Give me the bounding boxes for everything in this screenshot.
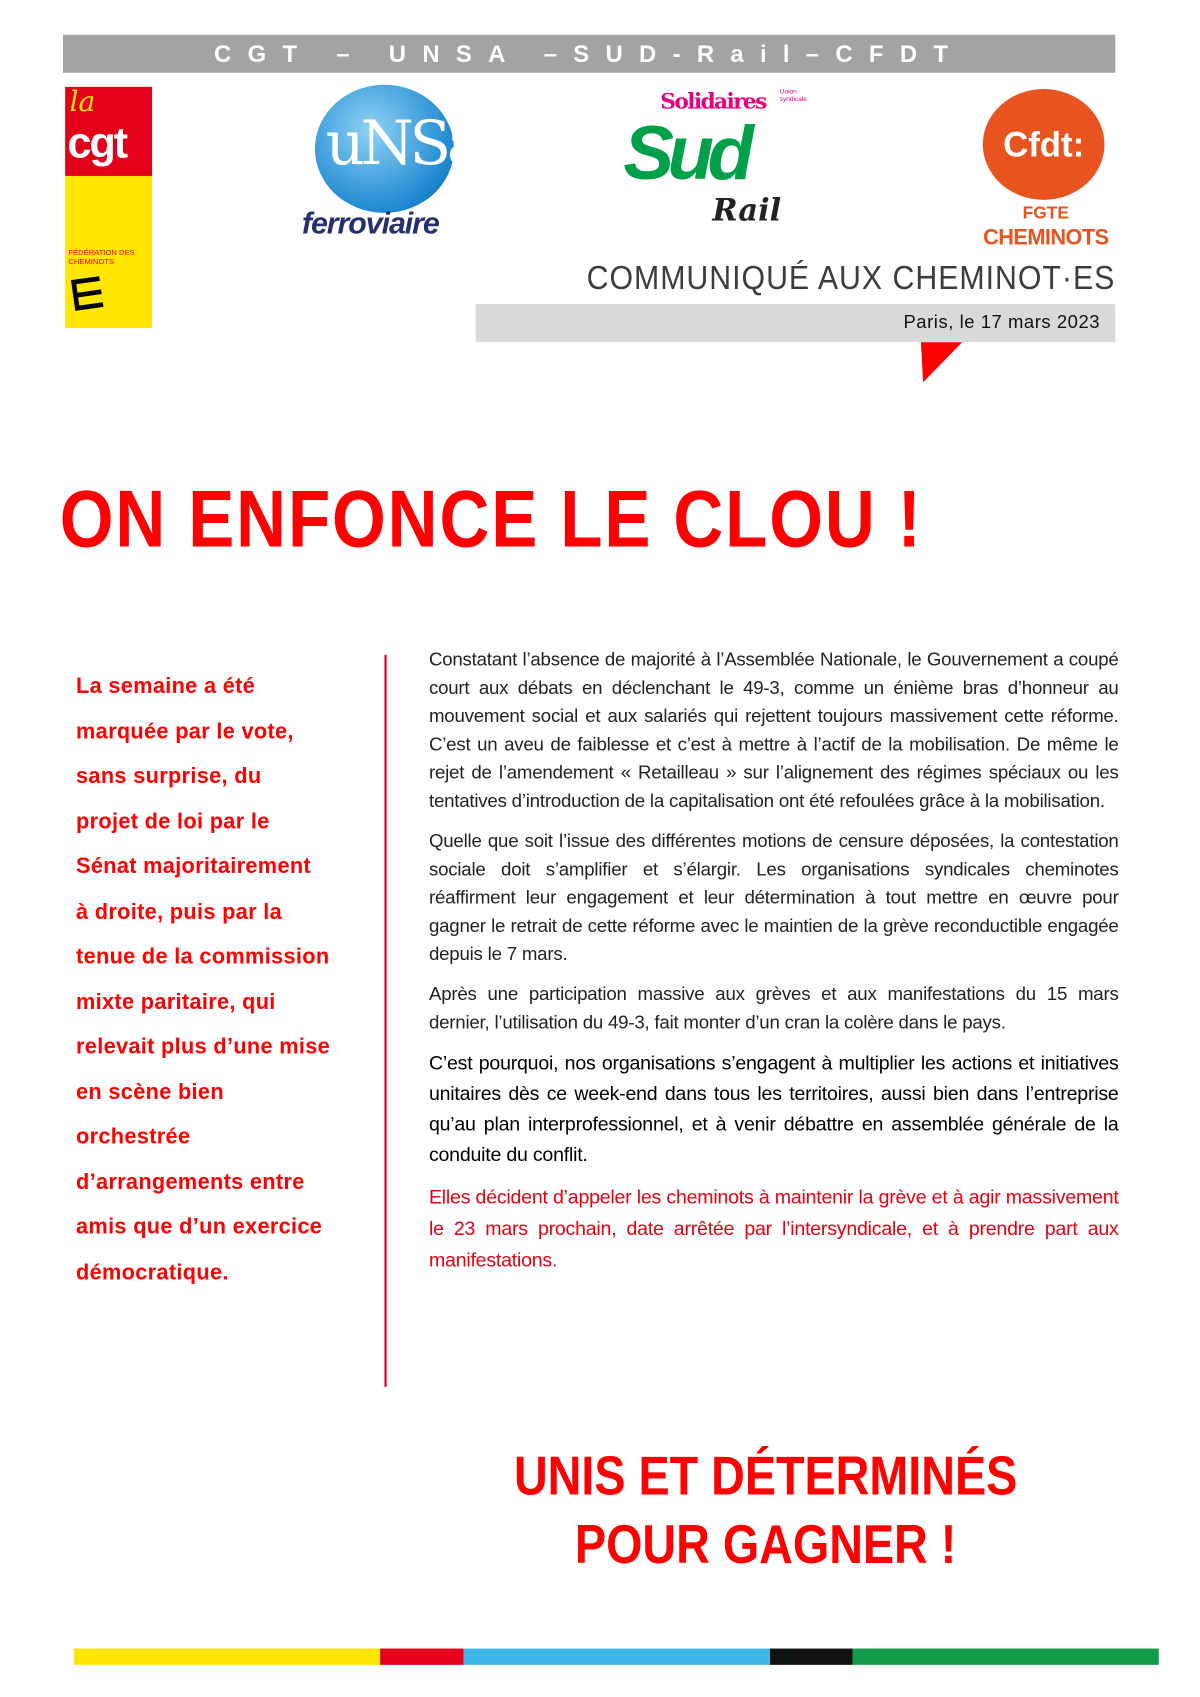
sidebar-line: d’arrangements entre bbox=[76, 1170, 305, 1195]
color-stripe bbox=[74, 1649, 1159, 1665]
cfdt-logo bbox=[972, 89, 1120, 254]
stripe-red bbox=[380, 1649, 464, 1665]
cfdt-logo-name: Cfdt: bbox=[983, 89, 1105, 200]
date: Paris, le 17 mars 2023 bbox=[903, 311, 1101, 333]
unsa-logo-name: uNSa bbox=[325, 108, 479, 180]
paragraph: C’est pourquoi, nos organisations s’engagent à multiplier les actions et initiatives unitaires dès ce week-end dans tous les territoires, aussi bien dans l’entreprise qu’au plan interprofessionnel, et à venir débattre en assemblée générale de la conduite du conflit. bbox=[428, 1052, 1119, 1166]
cgt-logo-la: la bbox=[69, 85, 96, 119]
cgt-emblem-icon: ⋿ bbox=[66, 270, 109, 321]
red-triangle-decoration bbox=[921, 342, 964, 383]
date-bar bbox=[476, 304, 1116, 342]
sud-logo-rail: Rail bbox=[712, 192, 782, 229]
unsa-ferroviaire-logo bbox=[301, 85, 479, 248]
sidebar-line: démocratique. bbox=[76, 1260, 229, 1285]
headline: ON ENFONCE LE CLOU ! bbox=[59, 473, 923, 564]
slogan-line: POUR GAGNER ! bbox=[574, 1513, 957, 1575]
sidebar-line: mixte paritaire, qui bbox=[76, 989, 276, 1014]
sidebar-line: sans surprise, du bbox=[76, 764, 262, 789]
unions-bar: CGT – UNSA –SUD-Rail–CFDT bbox=[63, 35, 1115, 73]
document-type-title: COMMUNIQUÉ AUX CHEMINOT·ES bbox=[586, 258, 1116, 297]
sidebar-line: relevait plus d’une mise bbox=[76, 1034, 331, 1059]
cgt-logo-federation: FÉDÉRATION DES CHEMINOTS bbox=[68, 249, 135, 267]
sidebar-line: amis que d’un exercice bbox=[76, 1215, 323, 1240]
slogan bbox=[462, 1442, 1069, 1579]
paragraph: Constatant l’absence de majorité à l’Assemblée Nationale, le Gouvernement a coupé court aux débats en déclenchant le 49-3, comme un énième bras d’honneur au mouvement social et aux salariés qui rejettent toujours massivement cette réforme. C’est un aveu de faiblesse et c’est à mettre à l’actif de la mobilisation. De même le rejet de l’amendement « Retailleau » sur l’alignement des régimes spéciaux ou les tentatives d’introduction de la capitalisation ont été refoulées grâce à la mobilisation. bbox=[428, 648, 1119, 812]
paragraph: Quelle que soit l’issue des différentes motions de censure déposées, la contestation sociale doit s’amplifier et s’élargir. Les organisations syndicales cheminotes réaffirment leur engagement et leur détermination à tout mettre en œuvre pour gagner le retrait de cette réforme avec le maintien de la grève reconductible engagée depuis le 7 mars. bbox=[428, 829, 1119, 965]
cfdt-logo-cheminots: CHEMINOTS bbox=[983, 225, 1109, 250]
unsa-logo-sub: ferroviaire bbox=[301, 206, 439, 241]
call-to-action-paragraph: Elles décident d’appeler les cheminots à maintenir la grève et à agir massivement le 23 mars prochain, date arrêtée par l’intersyndicale, et à prendre part aux manifestations. bbox=[428, 1185, 1119, 1271]
sidebar-line: Sénat majoritairement bbox=[76, 854, 312, 879]
sidebar-line: tenue de la commission bbox=[76, 944, 330, 969]
sidebar-line: orchestrée bbox=[76, 1125, 191, 1149]
sidebar-line: à droite, puis par la bbox=[76, 899, 283, 924]
column-divider bbox=[384, 655, 386, 1387]
stripe-blue bbox=[464, 1649, 770, 1665]
sud-logo-name: Sud bbox=[623, 110, 748, 196]
cgt-logo bbox=[65, 87, 152, 328]
slogan-line: UNIS ET DÉTERMINÉS bbox=[513, 1445, 1018, 1507]
body-text bbox=[429, 645, 1119, 1288]
stripe-yellow bbox=[74, 1649, 380, 1665]
cgt-logo-red-block bbox=[65, 87, 152, 176]
cfdt-logo-fgte: FGTE bbox=[1022, 204, 1069, 223]
sidebar-line: La semaine a été bbox=[76, 674, 256, 699]
sidebar-line: projet de loi par le bbox=[76, 809, 270, 834]
sud-rail-logo bbox=[617, 89, 823, 232]
sud-logo-solidaires: Solidaires bbox=[660, 87, 766, 115]
sud-logo-union: Union syndicale bbox=[779, 89, 807, 104]
paragraph: Après une participation massive aux grèves et aux manifestations du 15 mars dernier, l’utilisation du 49-3, fait monter d’un cran la colère dans le pays. bbox=[428, 982, 1119, 1033]
cgt-logo-name: cgt bbox=[67, 119, 126, 168]
sidebar-summary bbox=[76, 665, 391, 1296]
sidebar-line: marquée par le vote, bbox=[76, 719, 294, 744]
stripe-black bbox=[770, 1649, 853, 1665]
stripe-green bbox=[853, 1649, 1159, 1665]
sidebar-line: en scène bien bbox=[76, 1080, 224, 1104]
